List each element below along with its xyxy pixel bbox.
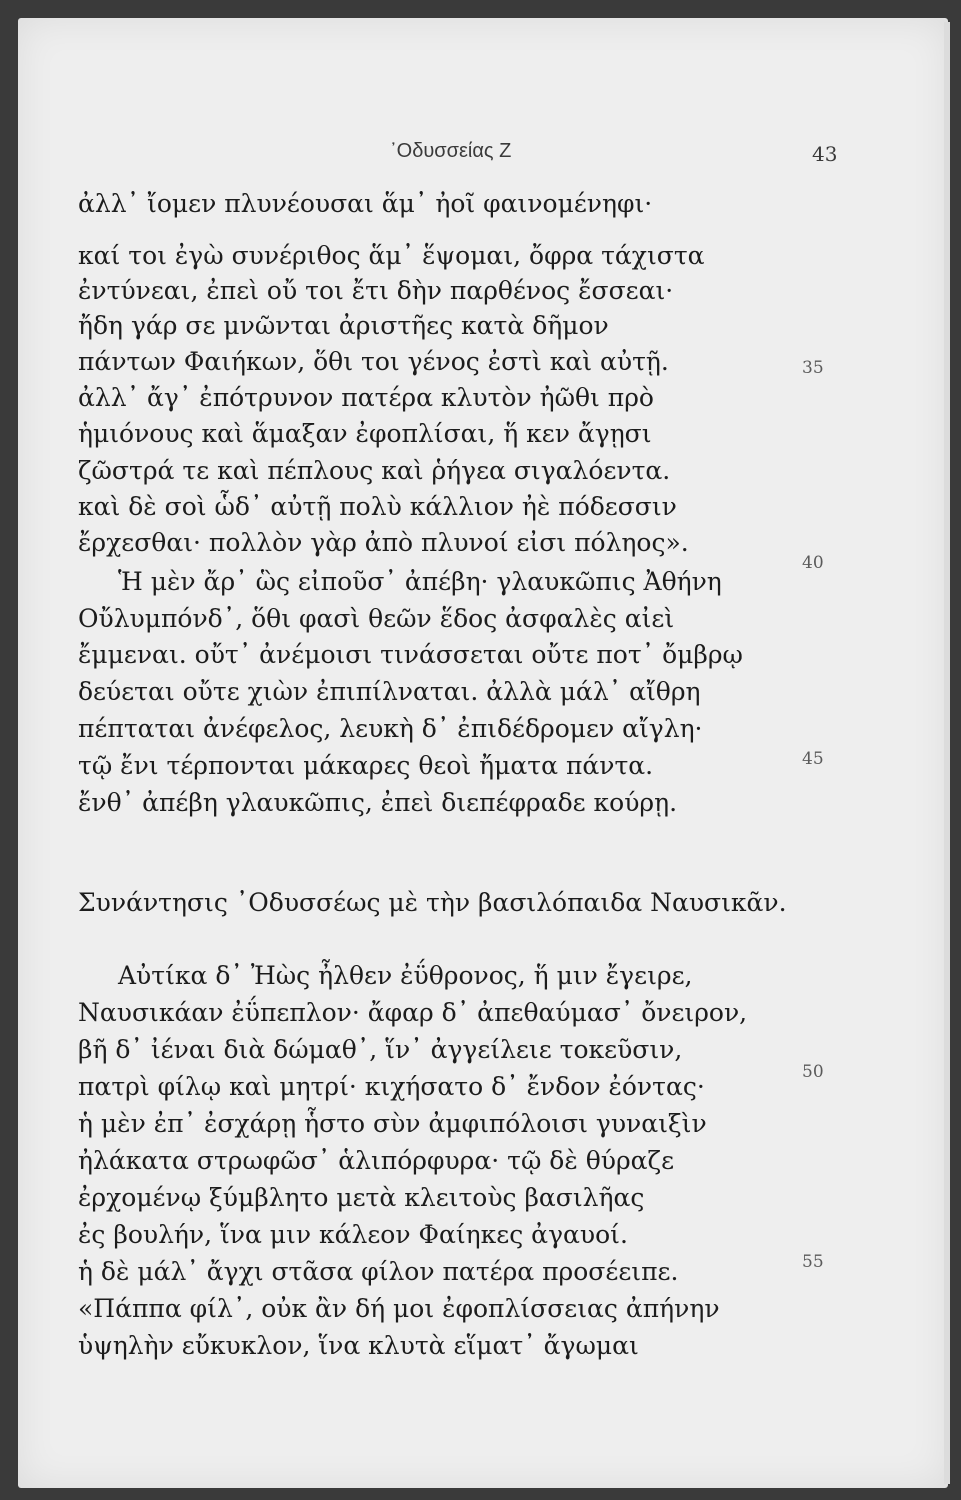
verse-line: «Πάππα φίλ᾿, οὐκ ἂν δή μοι ἐφοπλίσσειας ἀπήνην xyxy=(78,1294,720,1323)
verse-line: Ἡ μὲν ἄρ᾿ ὣς εἰποῦσ᾿ ἀπέβη· γλαυκῶπις Ἀθήνη xyxy=(118,567,722,596)
verse-line: ἔμμεναι. οὔτ᾿ ἀνέμοισι τινάσσεται οὔτε ποτ᾿ ὄμβρῳ xyxy=(78,640,743,669)
verse-line: ἀλλ᾿ ἄγ᾿ ἐπότρυνον πατέρα κλυτὸν ἠῶθι πρὸ xyxy=(78,383,654,412)
line-number: 50 xyxy=(802,1062,824,1082)
line-number: 35 xyxy=(802,358,824,378)
verse-line: ἡ δὲ μάλ᾿ ἄγχι στᾶσα φίλον πατέρα προσέειπε. xyxy=(78,1257,679,1286)
verse-line: καὶ δὲ σοὶ ὧδ᾿ αὐτῇ πολὺ κάλλιον ἠὲ πόδεσσιν xyxy=(78,492,677,521)
verse-line: ἔνθ᾿ ἀπέβη γλαυκῶπις, ἐπεὶ διεπέφραδε κούρῃ. xyxy=(78,788,678,817)
verse-line: Ναυσικάαν ἐΰπεπλον· ἄφαρ δ᾿ ἀπεθαύμασ᾿ ὄνειρον, xyxy=(78,998,748,1027)
line-number: 55 xyxy=(802,1252,824,1272)
section-heading: Συνάντησις ᾿Οδυσσέως μὲ τὴν βασιλόπαιδα Ναυσικᾶν. xyxy=(78,888,787,917)
verse-line: ἡ μὲν ἐπ᾿ ἐσχάρῃ ἧστο σὺν ἀμφιπόλοισι γυναιξὶν xyxy=(78,1109,707,1138)
verse-line: Οὔλυμπόνδ᾿, ὅθι φασὶ θεῶν ἕδος ἀσφαλὲς αἰεὶ xyxy=(78,604,675,633)
verse-line: δεύεται οὔτε χιὼν ἐπιπίλναται. ἀλλὰ μάλ᾿ αἴθρη xyxy=(78,677,701,706)
verse-line: ἀλλ᾿ ἴομεν πλυνέουσαι ἅμ᾿ ἠοῖ φαινομένηφι· xyxy=(78,189,653,218)
page-number: 43 xyxy=(812,142,838,166)
verse-line: ἤδη γάρ σε μνῶνται ἀριστῆες κατὰ δῆμον xyxy=(78,311,609,340)
verse-line: πέπταται ἀνέφελος, λευκὴ δ᾿ ἐπιδέδρομεν αἴγλη· xyxy=(78,714,703,743)
running-title: ᾿Οδυσσείας Ζ xyxy=(390,140,512,162)
verse-line: ἡμιόνους καὶ ἅμαξαν ἐφοπλίσαι, ἥ κεν ἄγῃσι xyxy=(78,419,652,448)
page-header xyxy=(0,140,961,180)
verse-line: καί τοι ἐγὼ συνέριθος ἅμ᾿ ἕψομαι, ὄφρα τάχιστα xyxy=(78,241,705,270)
line-number: 45 xyxy=(802,749,824,769)
verse-line: ἔρχεσθαι· πολλὸν γὰρ ἀπὸ πλυνοί εἰσι πόληος». xyxy=(78,528,689,557)
verse-line: βῆ δ᾿ ἰέναι διὰ δώμαθ᾿, ἵν᾿ ἀγγείλειε τοκεῦσιν, xyxy=(78,1035,683,1064)
verse-line: πατρὶ φίλῳ καὶ μητρί· κιχήσατο δ᾿ ἔνδον ἐόντας· xyxy=(78,1072,705,1101)
verse-line: ἐς βουλήν, ἵνα μιν κάλεον Φαίηκες ἀγαυοί. xyxy=(78,1220,628,1249)
page-edge xyxy=(944,22,950,1484)
verse-line: ὑψηλὴν εὔκυκλον, ἵνα κλυτὰ εἵματ᾿ ἄγωμαι xyxy=(78,1331,639,1360)
verse-line: ἐντύνεαι, ἐπεὶ οὔ τοι ἔτι δὴν παρθένος ἔσσεαι· xyxy=(78,276,674,305)
verse-line: Αὐτίκα δ᾿ Ἠὼς ἦλθεν ἐΰθρονος, ἥ μιν ἔγειρε, xyxy=(118,961,693,990)
verse-line: ἐρχομένῳ ξύμβλητο μετὰ κλειτοὺς βασιλῆας xyxy=(78,1183,645,1212)
line-number: 40 xyxy=(802,553,824,573)
verse-line: ἠλάκατα στρωφῶσ᾿ ἁλιπόρφυρα· τῷ δὲ θύραζε xyxy=(78,1146,675,1175)
verse-line: πάντων Φαιήκων, ὅθι τοι γένος ἐστὶ καὶ αὐτῇ. xyxy=(78,347,669,376)
verse-line: ζῶστρά τε καὶ πέπλους καὶ ῥήγεα σιγαλόεντα. xyxy=(78,456,671,485)
verse-line: τῷ ἔνι τέρπονται μάκαρες θεοὶ ἤματα πάντα. xyxy=(78,751,654,780)
